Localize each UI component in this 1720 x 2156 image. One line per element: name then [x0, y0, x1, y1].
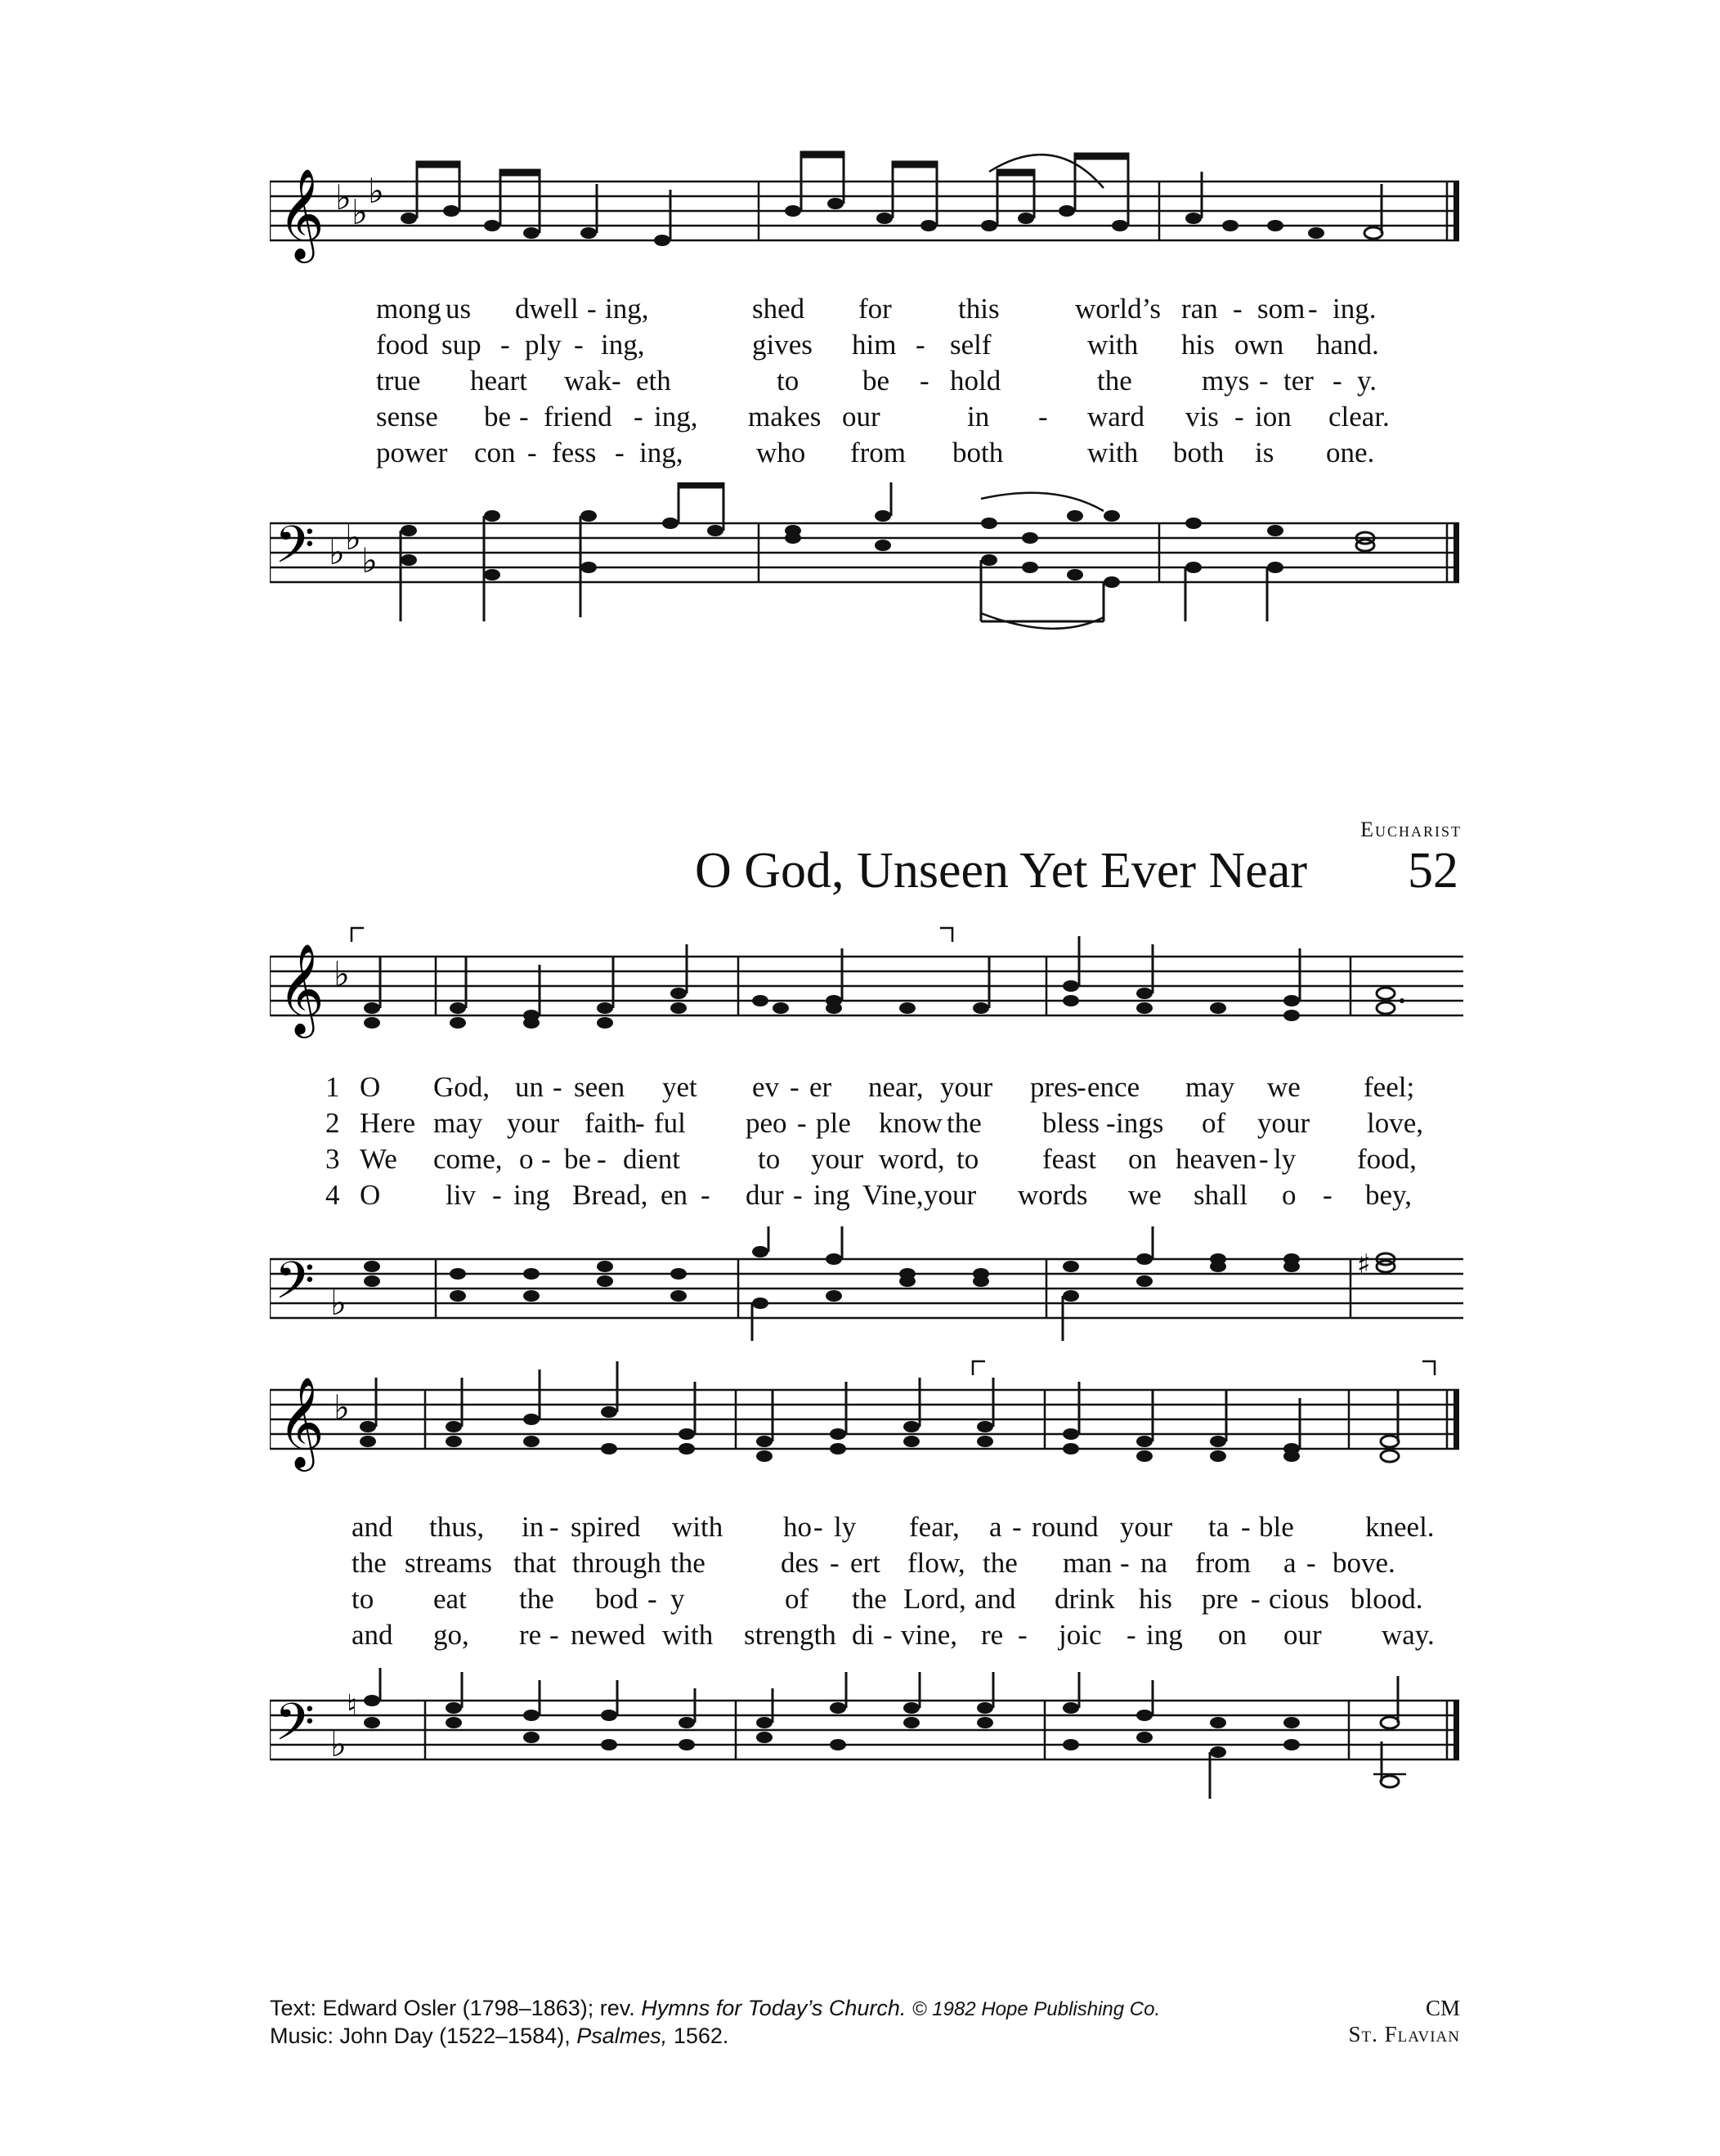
lyric-syllable: - — [635, 1107, 645, 1139]
lyric-syllable: ble — [1259, 1511, 1294, 1543]
lyric-syllable: - — [1127, 1619, 1136, 1651]
lyric-syllable: - — [634, 401, 643, 433]
lyric-syllable: - — [1077, 1071, 1086, 1103]
text-author: Edward Osler (1798–1863); rev. — [322, 1996, 635, 2020]
verse-number: 2 — [325, 1107, 340, 1139]
lyric-syllable: - — [797, 1107, 807, 1139]
lyric-syllable: and — [352, 1619, 393, 1651]
lyric-syllable: clear. — [1328, 401, 1390, 433]
lyric-line — [270, 1105, 1463, 1141]
lyric-syllable: o — [519, 1143, 534, 1175]
lyric-syllable: y — [670, 1583, 685, 1615]
lyric-syllable: ta — [1208, 1511, 1230, 1543]
lyric-syllable: kneel. — [1365, 1511, 1435, 1543]
lyric-syllable: di — [852, 1619, 875, 1651]
svg-text:♯: ♯ — [1357, 1248, 1371, 1281]
music-year: 1562. — [673, 2024, 729, 2048]
lyric-syllable: we — [1267, 1071, 1301, 1103]
lyric-syllable: ply — [525, 329, 562, 361]
lyric-syllable: - — [553, 1071, 562, 1103]
lyric-syllable: on — [1128, 1143, 1157, 1175]
lyric-syllable: bove. — [1333, 1547, 1395, 1579]
lyric-syllable: - — [541, 1143, 551, 1175]
svg-text:♭: ♭ — [345, 518, 361, 558]
lyric-syllable: ings — [1116, 1107, 1164, 1139]
lyric-syllable: - — [793, 1179, 803, 1211]
lyric-syllable: ly — [1274, 1143, 1297, 1175]
lyric-syllable: ho — [783, 1511, 812, 1543]
lyric-syllable: his — [1181, 329, 1215, 361]
lyric-syllable: liv — [446, 1179, 476, 1211]
lyric-syllable: en — [661, 1179, 688, 1211]
lyric-syllable: way. — [1382, 1619, 1435, 1651]
lyric-syllable: be — [564, 1143, 592, 1175]
lyric-syllable: the — [852, 1583, 887, 1615]
lyric-syllable: - — [1259, 365, 1269, 397]
lyric-line — [270, 1581, 1463, 1617]
lyric-syllable: cious — [1269, 1583, 1329, 1615]
lyric-syllable: may — [1185, 1071, 1235, 1103]
lyric-syllable: - — [519, 401, 529, 433]
lyric-syllable: - — [1306, 1547, 1316, 1579]
lyric-line — [270, 327, 1463, 363]
text-credit — [270, 1995, 1160, 2023]
lyric-syllable: is — [1255, 437, 1274, 468]
lyric-syllable: in — [522, 1511, 544, 1543]
lyric-syllable: shed — [752, 293, 805, 325]
lyric-syllable: dient — [623, 1143, 680, 1175]
lyric-syllable: - — [549, 1619, 559, 1651]
lyric-syllable: ing — [1146, 1619, 1183, 1651]
lyric-syllable: the — [1097, 365, 1132, 397]
tune-info — [1348, 1995, 1460, 2047]
lyric-syllable: in — [967, 401, 990, 433]
lyric-syllable: O — [360, 1179, 381, 1211]
lyric-syllable: near, — [868, 1071, 924, 1103]
lyric-syllable: - — [813, 1511, 823, 1543]
lyric-syllable: heaven — [1176, 1143, 1257, 1175]
lyric-syllable: Bread, — [572, 1179, 648, 1211]
lyric-syllable: ing — [813, 1179, 850, 1211]
svg-text:♭: ♭ — [334, 1387, 350, 1428]
lyric-syllable: your — [940, 1071, 993, 1103]
lyric-syllable: your — [1120, 1511, 1173, 1543]
lyric-syllable: - — [527, 437, 537, 468]
lyric-syllable: - — [647, 1583, 657, 1615]
lyric-syllable: - — [1018, 1619, 1028, 1651]
lyric-syllable: pre — [1202, 1583, 1238, 1615]
lyric-syllable: man — [1063, 1547, 1113, 1579]
lyric-syllable: may — [433, 1107, 483, 1139]
lyric-syllable: y. — [1357, 365, 1377, 397]
lyric-syllable: hold — [950, 365, 1001, 397]
lyric-syllable: that — [513, 1547, 557, 1579]
lyric-syllable: of — [1202, 1107, 1226, 1139]
lyric-syllable: true — [376, 365, 421, 397]
lyric-syllable: mong — [376, 293, 441, 325]
lyric-syllable: - — [615, 437, 625, 468]
music-source: Psalmes, — [576, 2024, 668, 2048]
lyric-syllable: a — [989, 1511, 1002, 1543]
lyric-syllable: o — [1282, 1179, 1297, 1211]
lyric-syllable: ly — [834, 1511, 857, 1543]
lyric-syllable: - — [1038, 401, 1048, 433]
svg-text:♭: ♭ — [330, 1283, 347, 1323]
lyric-line — [270, 1509, 1463, 1545]
lyric-syllable: ion — [1255, 401, 1292, 433]
lyric-syllable: sup — [441, 329, 482, 361]
lyric-syllable: flow, — [907, 1547, 965, 1579]
lyric-syllable: round — [1032, 1511, 1099, 1543]
lyric-syllable: ple — [816, 1107, 851, 1139]
lyric-syllable: pres — [1030, 1071, 1078, 1103]
lyric-syllable: both — [952, 437, 1004, 468]
lyric-syllable: hand. — [1316, 329, 1379, 361]
svg-text:♭: ♭ — [368, 171, 384, 211]
lyric-syllable: the — [670, 1547, 705, 1579]
lyric-line — [270, 1177, 1463, 1213]
bass-clef-icon: 𝄢 — [275, 514, 315, 587]
lyric-syllable: - — [1323, 1179, 1333, 1211]
lyric-syllable: one. — [1326, 437, 1375, 468]
lyric-syllable: - — [1333, 365, 1342, 397]
lyric-syllable: food — [376, 329, 429, 361]
lyric-syllable: bod — [595, 1583, 638, 1615]
music-credit — [270, 2023, 1160, 2049]
lyric-syllable: - — [790, 1071, 800, 1103]
lyric-syllable: mys — [1202, 365, 1250, 397]
bass-clef-icon: 𝄢 — [275, 1250, 315, 1323]
lyric-syllable: - — [883, 1619, 893, 1651]
lyric-syllable: food, — [1357, 1143, 1417, 1175]
bass-clef-icon: 𝄢 — [275, 1692, 315, 1764]
lyric-syllable: ing, — [654, 401, 698, 433]
lyric-syllable: ev — [752, 1071, 780, 1103]
lyric-syllable: ing — [513, 1179, 550, 1211]
lyric-syllable: na — [1140, 1547, 1168, 1579]
lyric-syllable: - — [1251, 1583, 1261, 1615]
svg-text:♭: ♭ — [361, 540, 378, 580]
lyric-syllable: power — [376, 437, 448, 468]
lyric-syllable: ence — [1087, 1071, 1140, 1103]
lyric-syllable: know — [879, 1107, 943, 1139]
lyric-syllable: ful — [654, 1107, 686, 1139]
treble-clef-icon: 𝄞 — [278, 943, 325, 1034]
lyric-line — [270, 291, 1463, 327]
hymn-category: Eucharist — [1360, 818, 1462, 841]
lyric-syllable: the — [983, 1547, 1018, 1579]
lyric-syllable: yet — [662, 1071, 697, 1103]
lyric-syllable: joic — [1059, 1619, 1102, 1651]
lyric-syllable: God, — [433, 1071, 490, 1103]
music-author: John Day (1522–1584), — [339, 2024, 571, 2048]
treble-clef-icon: 𝄞 — [278, 168, 325, 259]
lyric-syllable: som — [1257, 293, 1306, 325]
lyric-syllable: ter — [1283, 365, 1314, 397]
verse-number: 4 — [325, 1179, 340, 1211]
lyric-syllable: your — [1257, 1107, 1310, 1139]
lyric-syllable: his — [1139, 1583, 1172, 1615]
lyric-syllable: Lord, — [903, 1583, 966, 1615]
lyric-syllable: makes — [748, 401, 822, 433]
treble-clef-icon: 𝄞 — [278, 1376, 325, 1468]
lyric-syllable: er — [809, 1071, 832, 1103]
lyric-syllable: vine, — [901, 1619, 958, 1651]
lyric-syllable: - — [1233, 293, 1243, 325]
top-treble-staff — [270, 139, 1463, 303]
lyric-syllable: go, — [433, 1619, 469, 1651]
hymn-title: O God, Unseen Yet Ever Near — [695, 843, 1307, 899]
lyric-syllable: dur — [746, 1179, 784, 1211]
lyric-syllable: O — [360, 1071, 381, 1103]
lyric-syllable: - — [916, 329, 925, 361]
system1-bass-staff — [270, 1226, 1463, 1349]
lyric-syllable: faith — [585, 1107, 638, 1139]
lyric-syllable: streams — [405, 1547, 492, 1579]
lyric-syllable: vis — [1185, 401, 1219, 433]
lyric-syllable: with — [672, 1511, 723, 1543]
lyric-syllable: - — [701, 1179, 710, 1211]
lyric-line — [270, 1545, 1463, 1581]
lyric-syllable: - — [830, 1547, 840, 1579]
lyric-syllable: to — [956, 1143, 979, 1175]
lyric-syllable: - — [492, 1179, 502, 1211]
lyric-syllable: con — [474, 437, 516, 468]
lyric-syllable: dwell — [515, 293, 579, 325]
lyric-syllable: and — [352, 1511, 393, 1543]
system2-treble-staff — [270, 1357, 1463, 1504]
lyric-syllable: un — [515, 1071, 544, 1103]
system1-treble-staff — [270, 924, 1463, 1071]
lyric-syllable: - — [574, 329, 584, 361]
lyric-syllable: ing. — [1333, 293, 1377, 325]
lyric-syllable: ert — [850, 1547, 880, 1579]
lyric-syllable: gives — [752, 329, 813, 361]
lyric-syllable: ing, — [601, 329, 645, 361]
system2-bass-staff — [270, 1668, 1463, 1807]
lyric-syllable: eat — [433, 1583, 467, 1615]
lyric-syllable: we — [1128, 1179, 1162, 1211]
lyric-syllable: our — [1283, 1619, 1322, 1651]
lyric-syllable: feel; — [1364, 1071, 1415, 1103]
lyric-syllable: blood. — [1350, 1583, 1423, 1615]
lyric-syllable: through — [572, 1547, 661, 1579]
meter: CM — [1425, 1996, 1460, 2020]
svg-text:♮: ♮ — [347, 1689, 357, 1723]
text-copyright: © 1982 Hope Publishing Co. — [912, 1998, 1161, 2020]
lyric-syllable: the — [519, 1583, 554, 1615]
music-label: Music: — [270, 2024, 334, 2048]
lyric-syllable: We — [360, 1143, 397, 1175]
lyric-syllable: newed — [571, 1619, 646, 1651]
lyric-syllable: the — [352, 1547, 387, 1579]
lyric-syllable: to — [758, 1143, 781, 1175]
lyric-syllable: word, — [879, 1143, 945, 1175]
lyric-syllable: come, — [433, 1143, 503, 1175]
lyric-line — [270, 1069, 1463, 1105]
lyric-syllable: re — [519, 1619, 542, 1651]
top-bass-staff — [270, 482, 1463, 638]
top-lyrics — [270, 291, 1463, 471]
lyric-syllable: - — [1120, 1547, 1130, 1579]
lyric-syllable: peo — [746, 1107, 787, 1139]
lyric-syllable: ing, — [605, 293, 649, 325]
lyric-syllable: bey, — [1365, 1179, 1413, 1211]
lyric-syllable: - — [1234, 401, 1244, 433]
svg-text:♭: ♭ — [334, 954, 350, 994]
lyric-syllable: both — [1173, 437, 1225, 468]
lyric-syllable: your — [507, 1107, 560, 1139]
lyric-syllable: a — [1283, 1547, 1297, 1579]
lyric-syllable: us — [446, 293, 472, 325]
lyric-syllable: - — [1012, 1511, 1022, 1543]
lyric-syllable: spired — [571, 1511, 641, 1543]
credits — [270, 1995, 1160, 2049]
lyric-syllable: bless — [1042, 1107, 1100, 1139]
lyric-syllable: own — [1234, 329, 1284, 361]
lyric-line — [270, 1141, 1463, 1177]
lyric-syllable: des — [781, 1547, 819, 1579]
lyric-syllable: seen — [574, 1071, 625, 1103]
lyric-syllable: with — [1087, 437, 1139, 468]
lyric-syllable: eth — [636, 365, 671, 397]
lyric-syllable: your — [924, 1179, 977, 1211]
lyric-line — [270, 435, 1463, 471]
text-label: Text: — [270, 1996, 317, 2020]
lyric-syllable: self — [950, 329, 992, 361]
lyric-syllable: fear, — [909, 1511, 960, 1543]
lyric-syllable: thus, — [429, 1511, 485, 1543]
lyric-syllable: our — [842, 401, 880, 433]
lyric-syllable: with — [1087, 329, 1139, 361]
lyric-syllable: - — [1259, 1143, 1269, 1175]
lyric-syllable: strength — [744, 1619, 836, 1651]
lyric-syllable: drink — [1055, 1583, 1115, 1615]
svg-text:♭: ♭ — [330, 1724, 347, 1764]
lyric-syllable: - — [1241, 1511, 1251, 1543]
lyric-syllable: fess — [552, 437, 597, 468]
svg-text:♭: ♭ — [352, 192, 368, 232]
lyric-syllable: from — [850, 437, 907, 468]
lyric-line — [270, 363, 1463, 399]
lyric-syllable: from — [1195, 1547, 1252, 1579]
lyric-syllable: - — [500, 329, 510, 361]
lyric-syllable: - — [549, 1511, 559, 1543]
lyric-syllable: him — [852, 329, 897, 361]
lyric-syllable: - — [920, 365, 929, 397]
lyric-syllable: - — [611, 365, 621, 397]
lyric-syllable: of — [785, 1583, 809, 1615]
lyric-syllable: - — [1106, 1107, 1116, 1139]
lyric-syllable: ward — [1087, 401, 1144, 433]
lyric-syllable: on — [1218, 1619, 1247, 1651]
tune-name: St. Flavian — [1348, 2022, 1460, 2046]
hymn-number: 52 — [1408, 843, 1458, 899]
lyric-syllable: to — [777, 365, 800, 397]
lyric-syllable: be — [862, 365, 890, 397]
lyric-syllable: the — [947, 1107, 982, 1139]
lyric-syllable: - — [597, 1143, 607, 1175]
lyric-syllable: heart — [470, 365, 527, 397]
verse-number: 3 — [325, 1143, 340, 1175]
svg-text:♭: ♭ — [335, 177, 352, 217]
lyric-syllable: your — [811, 1143, 864, 1175]
text-source: Hymns for Today’s Church. — [641, 1996, 907, 2020]
lyric-syllable: words — [1018, 1179, 1088, 1211]
lyric-syllable: with — [662, 1619, 714, 1651]
lyric-syllable: - — [1308, 293, 1318, 325]
lyric-syllable: shall — [1194, 1179, 1248, 1211]
svg-text:♭: ♭ — [329, 532, 345, 572]
lyric-syllable: ing, — [639, 437, 683, 468]
system2-lyrics — [270, 1509, 1463, 1653]
lyric-syllable: feast — [1042, 1143, 1097, 1175]
lyric-syllable: Vine, — [862, 1179, 924, 1211]
verse-number: 1 — [325, 1071, 340, 1103]
lyric-line — [270, 399, 1463, 435]
lyric-syllable: for — [858, 293, 892, 325]
lyric-syllable: and — [974, 1583, 1016, 1615]
lyric-syllable: to — [352, 1583, 374, 1615]
lyric-syllable: friend — [544, 401, 612, 433]
lyric-syllable: wak — [564, 365, 612, 397]
system1-lyrics — [270, 1069, 1463, 1213]
lyric-syllable: this — [958, 293, 1000, 325]
lyric-syllable: Here — [360, 1107, 416, 1139]
lyric-syllable: be — [484, 401, 512, 433]
lyric-syllable: world’s — [1075, 293, 1161, 325]
lyric-line — [270, 1617, 1463, 1653]
lyric-syllable: - — [587, 293, 597, 325]
lyric-syllable: ran — [1181, 293, 1218, 325]
lyric-syllable: love, — [1367, 1107, 1424, 1139]
lyric-syllable: sense — [376, 401, 438, 433]
lyric-syllable: re — [981, 1619, 1004, 1651]
lyric-syllable: who — [756, 437, 806, 468]
